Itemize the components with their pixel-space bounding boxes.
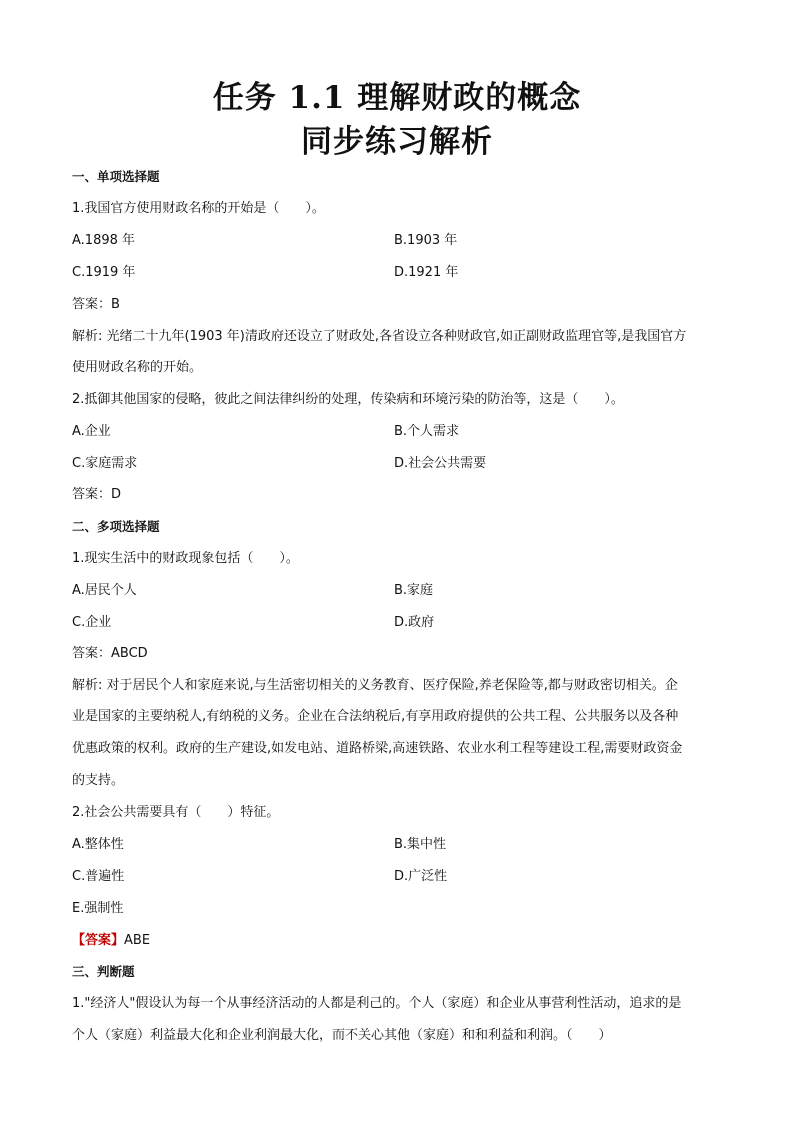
multi-question-2-answer bbox=[72, 932, 150, 950]
question-1-option-b: B.1903 年 bbox=[394, 233, 458, 248]
question-2-option-b: B.个人需求 bbox=[394, 424, 460, 439]
question-1-option-a: A.1898 年 bbox=[72, 233, 136, 248]
multi-question-1-stem: 1.现实生活中的财政现象包括（ ）。 bbox=[72, 551, 299, 566]
page-title: 任务 1.1 理解财政的概念 bbox=[212, 80, 582, 116]
question-1-answer: 答案：B bbox=[72, 297, 120, 312]
question-2-answer: 答案：D bbox=[72, 487, 122, 502]
question-1-stem: 1.我国官方使用财政名称的开始是（ ）。 bbox=[72, 201, 325, 216]
question-1-analysis-line-1: 解析: 光绪二十九年(1903 年)清政府还设立了财政处,各省设立各种财政官,如正副财政监理官等,是我国官方 bbox=[72, 329, 687, 344]
multi-question-1-analysis-line-3: 优惠政策的权利。政府的生产建设,如发电站、道路桥梁,高速铁路、农业水利工程等建设工程,需要财政资金 bbox=[72, 741, 683, 756]
page-subtitle: 同步练习解析 bbox=[301, 124, 493, 160]
question-2-option-d: D.社会公共需要 bbox=[394, 456, 487, 471]
question-1-option-c: C.1919 年 bbox=[72, 265, 136, 280]
question-2-stem: 2.抵御其他国家的侵略，彼此之间法律纠纷的处理，传染病和环境污染的防治等，这是（ ）。 bbox=[72, 392, 624, 407]
question-2-option-c: C.家庭需求 bbox=[72, 456, 138, 471]
section-heading-judgement: 三、判断题 bbox=[72, 964, 135, 979]
multi-question-2-option-d: D.广泛性 bbox=[394, 869, 448, 884]
multi-question-1-analysis-line-1: 解析: 对于居民个人和家庭来说,与生活密切相关的义务教育、医疗保险,养老保险等,都与财政密切相关。企 bbox=[72, 678, 678, 693]
section-heading-single-choice: 一、单项选择题 bbox=[72, 169, 160, 184]
multi-question-2-stem: 2.社会公共需要具有（ ）特征。 bbox=[72, 805, 280, 820]
multi-question-1-option-b: B.家庭 bbox=[394, 583, 434, 598]
multi-question-2-option-b: B.集中性 bbox=[394, 837, 447, 852]
answer-label: 【答案】 bbox=[72, 933, 125, 948]
judge-question-1-line-1: 1."经济人"假设认为每一个从事经济活动的人都是利己的。个人（家庭）和企业从事营利性活动，追求的是 bbox=[72, 996, 682, 1011]
judge-question-1-line-2: 个人（家庭）利益最大化和企业利润最大化，而不关心其他（家庭）和和利益和利润。（ ） bbox=[72, 1028, 612, 1043]
multi-question-1-option-c: C.企业 bbox=[72, 615, 112, 630]
question-2-option-a: A.企业 bbox=[72, 424, 111, 439]
section-heading-multi-choice: 二、多项选择题 bbox=[72, 519, 160, 534]
multi-question-2-option-c: C.普遍性 bbox=[72, 869, 125, 884]
multi-question-1-analysis-line-4: 的支持。 bbox=[72, 773, 125, 788]
answer-value: ABE bbox=[124, 933, 151, 948]
multi-question-2-option-e: E.强制性 bbox=[72, 901, 124, 916]
multi-question-2-option-a: A.整体性 bbox=[72, 837, 124, 852]
multi-question-1-option-d: D.政府 bbox=[394, 615, 435, 630]
multi-question-1-analysis-line-2: 业是国家的主要纳税人,有纳税的义务。企业在合法纳税后,有享用政府提供的公共工程、公共服务以及各种 bbox=[72, 709, 679, 724]
question-1-option-d: D.1921 年 bbox=[394, 265, 459, 280]
question-1-analysis-line-2: 使用财政名称的开始。 bbox=[72, 360, 203, 375]
multi-question-1-answer: 答案：ABCD bbox=[72, 646, 148, 661]
multi-question-1-option-a: A.居民个人 bbox=[72, 583, 137, 598]
